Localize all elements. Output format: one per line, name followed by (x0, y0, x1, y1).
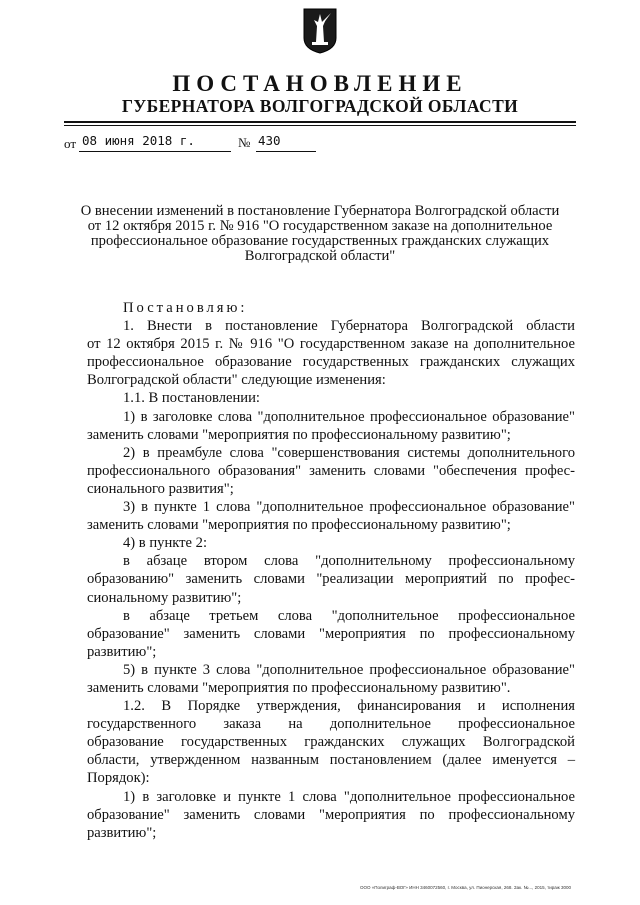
body-line: профессиональное образование государственных гражданских служащих (87, 354, 575, 371)
body-line: развитию"; (87, 643, 157, 660)
subject-line: Волгоградской области" (244, 248, 396, 264)
body-line: развитию"; (87, 824, 157, 841)
body-line: государственного заказа на дополнительное профессиональное (87, 716, 575, 733)
volgograd-emblem-icon (303, 8, 337, 54)
header-rule-thick (64, 121, 576, 123)
document-subtitle: ГУБЕРНАТОРА ВОЛГОГРАДСКОЙ ОБЛАСТИ (121, 96, 519, 116)
document-title: ПОСТАНОВЛЕНИЕ (172, 71, 468, 96)
body-line: 4) в пункте 2: (123, 535, 208, 552)
header-rule-thin (64, 125, 576, 126)
body-line: образование" заменить словами "мероприятия по профессиональному (87, 806, 575, 823)
body-line: 1) в заголовке слова "дополнительное профессиональное образование" (123, 408, 575, 425)
document-body (87, 299, 575, 842)
body-line: Волгоградской области" следующие изменения: (87, 372, 386, 389)
body-line: Постановляю: (123, 300, 248, 316)
body-line: сиональному развитию"; (87, 589, 242, 606)
subject-line: профессиональное образование государственных гражданских служащих (90, 233, 550, 249)
subject-line: от 12 октября 2015 г. № 916 "О государственном заказе на дополнительное (87, 218, 553, 234)
body-line: сионального развития"; (87, 480, 234, 497)
body-line: 5) в пункте 3 слова "дополнительное профессиональное образование" (123, 661, 575, 678)
body-line: 1. Внести в постановление Губернатора Волгоградской области (123, 318, 575, 335)
body-line: заменить словами "мероприятия по профессиональному развитию". (87, 679, 511, 696)
body-line: 1) в заголовке и пункте 1 слова "дополнительное профессиональное (123, 788, 575, 805)
body-line: 2) в преамбуле слова "совершенствования системы дополнительного (123, 444, 575, 461)
body-line: образованию" заменить словами "реализации мероприятий по профес- (87, 571, 575, 588)
body-line: профессионального образования" заменить словами "обеспечения профес- (87, 462, 575, 479)
document-number: 430 (256, 132, 316, 152)
body-line: образование государственных гражданских служащих Волгоградской (87, 734, 575, 751)
body-line: Порядок): (87, 770, 150, 787)
document-date: 08 июня 2018 г. (79, 132, 231, 152)
subject-line: О внесении изменений в постановление Губернатора Волгоградской области (80, 203, 560, 219)
body-line: образование" заменить словами "мероприятия по профессиональному (87, 625, 575, 642)
body-line: 1.2. В Порядке утверждения, финансирования и исполнения (123, 698, 575, 715)
body-line: заменить словами "мероприятия по профессиональному развитию"; (87, 517, 511, 534)
body-line: в абзаце втором слова "дополнительному профессиональному (123, 553, 575, 570)
body-line: заменить словами "мероприятия по профессиональному развитию"; (87, 426, 511, 443)
document-subject (64, 204, 576, 264)
body-line: от 12 октября 2015 г. № 916 "О государственном заказе на дополнительное (87, 336, 575, 353)
date-label: от (64, 136, 77, 151)
body-line: в абзаце третьем слова "дополнительное профессиональное (123, 607, 575, 624)
body-line: 1.1. В постановлении: (123, 390, 260, 407)
body-line: 3) в пункте 1 слова "дополнительное профессиональное образование" (123, 499, 575, 516)
body-line: области, утвержденном названным постановлением (далее именуется – (87, 752, 575, 769)
number-sign: № (238, 135, 251, 150)
printer-imprint: ООО «Полиграф-ВОГ» ИНН 3460072560, г. Москва, ул. Пионерская, 268. Зак. №..., 2015, тираж 3000 (360, 885, 572, 890)
